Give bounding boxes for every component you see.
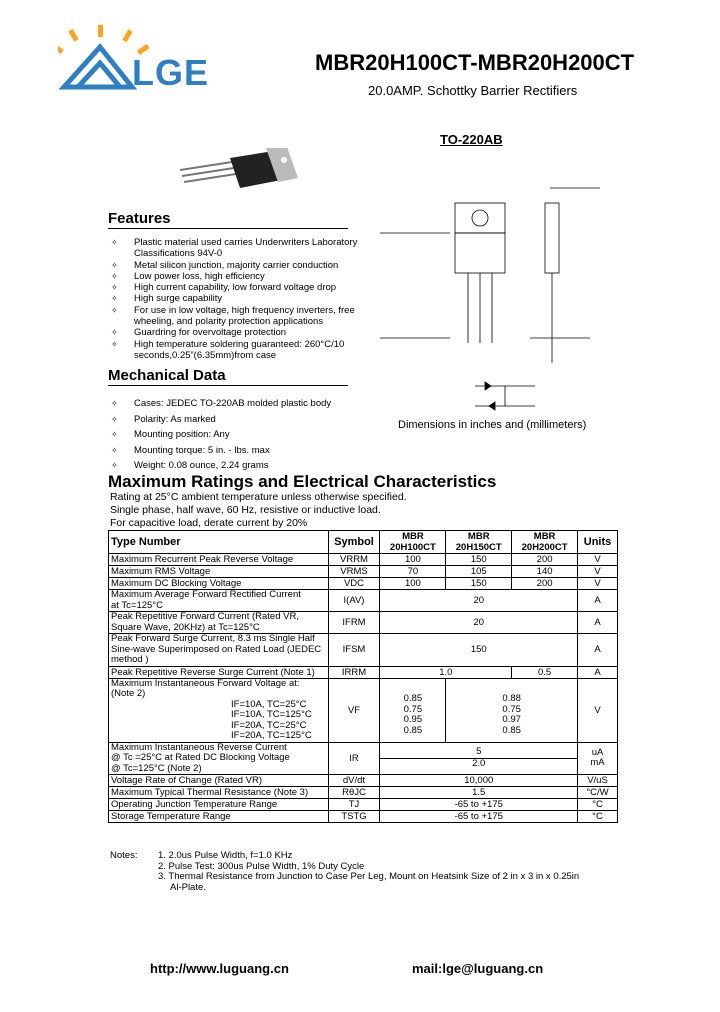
table-row: Maximum Instantaneous Forward Voltage at: (Note 2) IF=10A, TC=25°C IF=10A, TC=125°C IF=20A, TC=25°C IF=20A, TC=125°C VF 0.85 0.75 0.95 0.85 0.88 0.75 0.97 0.85 V [109,678,618,742]
feature-item: ✧ High current capability, low forward voltage drop [108,282,378,293]
feature-item: ✧ Guardring for overvoltage protection [108,327,378,338]
diode-symbol-icon [475,382,535,410]
header-col1: MBR 20H100CT [380,531,446,554]
mechanical-heading: Mechanical Data [108,367,348,386]
note-item: Al-Plate. [170,881,206,893]
table-row: Maximum Average Forward Rectified Current at Tc=125°C I(AV) 20 A [109,590,618,612]
note-item: 2. Pulse Test: 300us Pulse Width, 1% Duty Cycle [158,860,365,872]
document-title: MBR20H100CT-MBR20H200CT [315,50,635,75]
table-row: Peak Repetitive Reverse Surge Current (Note 1) IRRM 1.0 0.5 A [109,666,618,678]
table-row: Maximum Typical Thermal Resistance (Note 3) RθJC 1.5 °C/W [109,787,618,799]
package-label: TO-220AB [440,132,503,147]
document-subtitle: 20.0AMP. Schottky Barrier Rectifiers [368,83,578,98]
intro-line: Rating at 25°C ambient temperature unless otherwise specified. [110,491,407,503]
table-row: Maximum Instantaneous Reverse Current @ Tc =25°C at Rated DC Blocking Voltage @ Tc=125°C (Note 2) IR 5 2.0 uA mA [109,742,618,775]
email-link[interactable]: mail:lge@luguang.cn [412,961,544,976]
notes-section [110,851,579,893]
table-row: Maximum DC Blocking Voltage VDC 100 150 200 V [109,578,618,590]
dimensions-caption: Dimensions in inches and (millimeters) [398,419,587,431]
header-col3: MBR 20H200CT [512,531,578,554]
ratings-table [108,530,618,823]
notes-label: Notes: [110,850,138,861]
table-row: Peak Forward Surge Current, 8.3 ms Single Half Sine-wave Superimposed on Rated Load (JEDEC method ) IFSM 150 A [109,634,618,667]
features-list [108,237,378,361]
feature-item: ✧ Plastic material used carries Underwriters Laboratory Classifications 94V-0 [108,237,378,260]
table-row: Voltage Rate of Change (Rated VR) dV/dt 10,000 V/uS [109,775,618,787]
mechanical-item: ✧ Mounting torque: 5 in. - lbs. max [108,443,348,459]
table-row: Peak Repetitive Forward Current (Rated VR, Square Wave, 20KHz) at Tc=125°C IFRM 20 A [109,612,618,634]
package-photo [180,148,300,198]
features-section [108,210,378,361]
mechanical-item: ✧ Mounting position: Any [108,427,348,443]
mechanical-item: ✧ Cases: JEDEC TO-220AB molded plastic body [108,396,348,412]
header-symbol: Symbol [328,531,380,554]
feature-item: ✧ Low power loss, high efficiency [108,271,378,282]
note-item: 1. 2.0us Pulse Width, f=1.0 KHz [158,850,293,861]
table-row: Maximum Recurrent Peak Reverse Voltage VRRM 100 150 200 V [109,554,618,566]
triangle-mark-icon [64,47,132,87]
logo-text: LGE [132,52,210,93]
table-header-row [109,531,618,554]
ratings-intro [110,491,407,530]
feature-item: ✧ High temperature soldering guaranteed: 260°C/10 seconds,0.25”(6.35mm)from case [108,339,378,362]
feature-item: ✧ Metal silicon junction, majority carrier conduction [108,260,378,271]
table-row: Storage Temperature Range TSTG -65 to +175 °C [109,811,618,823]
website-link[interactable]: http://www.luguang.cn [150,961,289,976]
intro-line: For capacitive load, derate current by 20% [110,517,308,529]
lead-pins-icon [180,162,236,182]
features-heading: Features [108,210,348,229]
table-row: Maximum RMS Voltage VRMS 70 105 140 V [109,566,618,578]
mechanical-item: ✧ Weight: 0.08 ounce, 2.24 grams [108,458,348,474]
note-item: 3. Thermal Resistance from Junction to Case Per Leg, Mount on Heatsink Size of 2 in x 3 in x 0.25in [158,871,580,882]
ratings-heading: Maximum Ratings and Electrical Characteristics [108,472,497,491]
dimension-drawing [360,178,620,418]
header-type: Type Number [109,531,329,554]
feature-item: ✧ High surge capability [108,293,378,304]
intro-line: Single phase, half wave, 60 Hz, resistive or inductive load. [110,504,381,516]
mechanical-item: ✧ Polarity: As marked [108,412,348,428]
feature-item: ✧ For use in low voltage, high frequency inverters, free wheeling, and polarity protection applications [108,305,378,328]
header-col2: MBR 20H150CT [446,531,512,554]
mechanical-list [108,396,348,474]
mechanical-section [108,367,348,474]
table-row: Operating Junction Temperature Range TJ -65 to +175 °C [109,799,618,811]
header-units: Units [578,531,618,554]
